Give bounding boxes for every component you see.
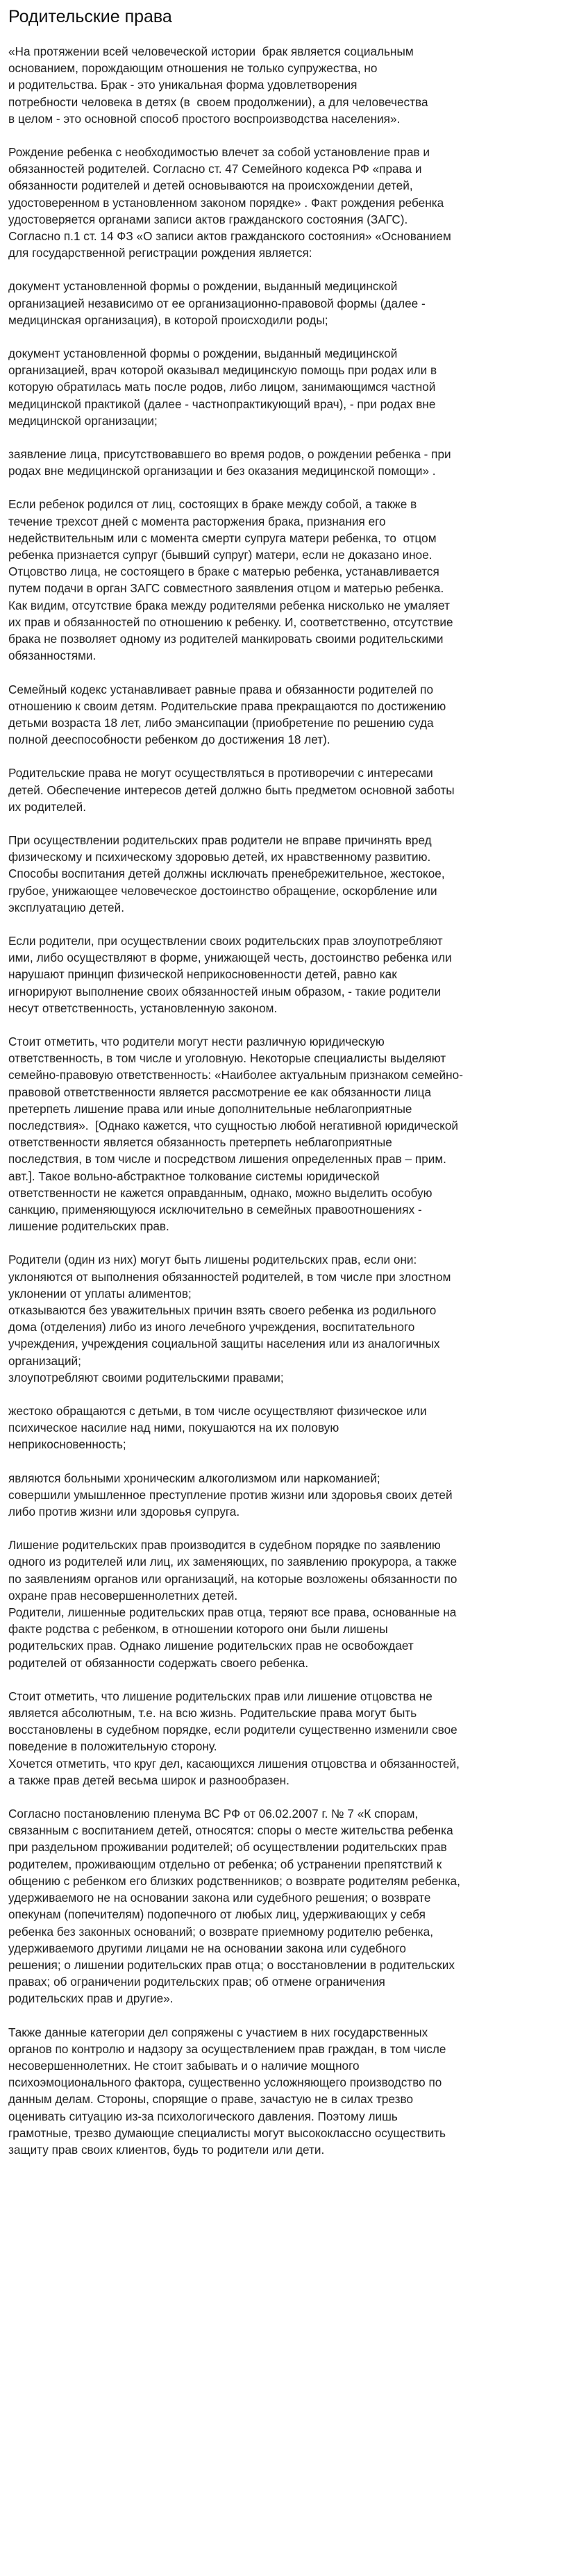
paragraph-line: Рождение ребенка с необходимостью влечет за собой установление прав и: [8, 145, 430, 160]
article-paragraph: [8, 1805, 580, 2007]
paragraph-line: являются больными хроническим алкоголизмом или наркоманией;: [8, 1471, 380, 1485]
paragraph-line: обязанностей родителей. Согласно ст. 47 Семейного кодекса РФ «права и: [8, 162, 422, 176]
paragraph-line: ответственности не кажется оправданным, однако, можно выделить особую: [8, 1185, 432, 1200]
paragraph-line: брака не позволяет одному из родителей манкировать своими родительскими: [8, 632, 444, 646]
paragraph-line: основанием, порождающим отношения не только супружества, но: [8, 61, 378, 76]
paragraph-line: Стоит отметить, что родители могут нести различную юридическую: [8, 1034, 385, 1048]
paragraph-line: путем подачи в орган ЗАГС совместного заявления отцом и матерью ребенка.: [8, 581, 444, 596]
paragraph-line: недействительным или с момента смерти супруга матери ребенка, то отцом: [8, 530, 437, 545]
paragraph-line: которую обратилась мать после родов, либо лицом, занимающимся частной: [8, 380, 436, 394]
article-paragraph: [8, 764, 580, 815]
paragraph-line: последствия, в том числе и посредством лишения определенных прав – прим.: [8, 1152, 446, 1166]
paragraph-line: восстановлены в судебном порядке, если родители существенно изменили свое: [8, 1723, 457, 1737]
paragraph-line: психоэмоционального фактора, существенно усложняющего производство по: [8, 2075, 442, 2090]
paragraph-line: правовой ответственности является рассмотрение ее как обязанности лица: [8, 1085, 432, 1099]
paragraph-line: поведение в положительную сторону.: [8, 1739, 217, 1754]
paragraph-line: эксплуатацию детей.: [8, 900, 124, 914]
paragraph-line: дома (отделения) либо из иного лечебного учреждения, воспитательного: [8, 1320, 415, 1335]
paragraph-line: родителем, проживающим отдельно от ребенка; об устранении препятствий к: [8, 1857, 442, 1871]
paragraph-line: Отцовство лица, не состоящего в браке с матерью ребенка, устанавливается: [8, 564, 439, 579]
paragraph-line: обязанностями.: [8, 649, 96, 663]
paragraph-line: оценивать ситуацию из-за психологического давления. Поэтому лишь: [8, 2109, 398, 2123]
paragraph-line: органов по контролю и надзору за осуществлением прав граждан, в том числе: [8, 2041, 446, 2056]
paragraph-line: удостоверенном в установленном законом порядке» . Факт рождения ребенка: [8, 195, 444, 210]
paragraph-line: Родители, лишенные родительских прав отца, теряют все права, основанные на: [8, 1605, 457, 1620]
article-paragraph: [8, 1251, 580, 1386]
paragraph-line: Согласно п.1 ст. 14 ФЗ «О записи актов гражданского состояния» «Основанием: [8, 229, 451, 244]
paragraph-line: родителей от обязанности содержать своего ребенка.: [8, 1655, 309, 1670]
paragraph-line: ребенка признается супруг (бывший супруг) матери, если не доказано иное.: [8, 548, 432, 562]
paragraph-line: нарушают принцип физической неприкосновенности детей, равно как: [8, 967, 397, 982]
paragraph-line: родительских прав. Однако лишение родительских прав не освобождает: [8, 1639, 414, 1653]
paragraph-line: При осуществлении родительских прав родители не вправе причинять вред: [8, 833, 432, 847]
paragraph-line: Способы воспитания детей должны исключать пренебрежительное, жестокое,: [8, 867, 445, 881]
paragraph-line: а также прав детей весьма широк и разнообразен.: [8, 1773, 289, 1787]
paragraph-line: несут ответственность, установленную законом.: [8, 1001, 278, 1015]
article-paragraph: [8, 2024, 580, 2159]
paragraph-line: игнорируют выполнение своих обязанностей иным образом, - такие родители: [8, 984, 442, 998]
paragraph-line: Если родители, при осуществлении своих родительских прав злоупотребляют: [8, 933, 443, 948]
paragraph-line: одного из родителей или лиц, их заменяющих, по заявлению прокурора, а также: [8, 1555, 457, 1569]
paragraph-line: и родительства. Брак - это уникальная форма удовлетворения: [8, 78, 358, 92]
paragraph-line: Также данные категории дел сопряжены с участием в них государственных: [8, 2025, 428, 2039]
paragraph-line: опекунам (попечителям) подопечного от любых лиц, удерживающих у себя: [8, 1907, 426, 1922]
article-body: [8, 43, 580, 2158]
paragraph-line: организацией, врач которой оказывал медицинскую помощь при родах или в: [8, 363, 437, 378]
article-paragraph: [8, 345, 580, 429]
paragraph-line: документ установленной формы о рождении, выданный медицинской: [8, 346, 398, 361]
page-title: Родительские права: [8, 7, 172, 26]
paragraph-line: Семейный кодекс устанавливает равные права и обязанности родителей по: [8, 682, 434, 696]
paragraph-line: Родительские права не могут осуществляться в противоречии с интересами: [8, 766, 433, 780]
paragraph-line: физическому и психическому здоровью детей, их нравственному развитию.: [8, 850, 431, 864]
paragraph-line: детьми возраста 18 лет, либо эмансипации (приобретение по решению суда: [8, 715, 434, 730]
article-paragraph: [8, 1688, 580, 1789]
paragraph-line: их прав и обязанностей по отношению к ребенку. И, соответственно, отсутствие: [8, 614, 453, 629]
paragraph-line: при раздельном проживании родителей; об осуществлении родительских прав: [8, 1840, 447, 1855]
paragraph-line: решения; о лишении родительских прав отца; о восстановлении в родительских: [8, 1957, 455, 1972]
paragraph-line: авт.]. Такое вольно-абстрактное толкование системы юридической: [8, 1169, 380, 1183]
paragraph-line: ответственность, в том числе и уголовную. Некоторые специалисты выделяют: [8, 1051, 446, 1066]
paragraph-line: злоупотребляют своими родительскими правами;: [8, 1370, 284, 1385]
paragraph-line: претерпеть лишение права или иные дополнительные неблагоприятные: [8, 1101, 412, 1116]
paragraph-line: удерживаемого другими лицами не на основании закона или судебного: [8, 1941, 406, 1955]
article-paragraph: [8, 43, 580, 127]
paragraph-line: родах вне медицинской организации и без оказания медицинской помощи» .: [8, 464, 436, 478]
paragraph-line: грубое, унижающее человеческое достоинство обращение, оскорбление или: [8, 883, 437, 898]
paragraph-line: несовершеннолетних. Не стоит забывать и о наличие мощного: [8, 2058, 360, 2073]
article-paragraph: [8, 144, 580, 261]
paragraph-line: совершили умышленное преступление против жизни или здоровья своих детей: [8, 1487, 453, 1502]
paragraph-line: жестоко обращаются с детьми, в том числе осуществляют физическое или: [8, 1404, 427, 1419]
paragraph-line: связанным с воспитанием детей, относятся: споры о месте жительства ребенка: [8, 1823, 453, 1838]
paragraph-line: защиту прав своих клиентов, будь то родители или дети.: [8, 2142, 325, 2157]
article-paragraph: [8, 1470, 580, 1521]
paragraph-line: организацией независимо от ее организационно-правовой формы (далее -: [8, 296, 426, 310]
paragraph-line: Лишение родительских прав производится в судебном порядке по заявлению: [8, 1538, 441, 1553]
paragraph-line: общению с ребенком его близких родственников; о возврате родителям ребенка,: [8, 1873, 460, 1888]
article-paragraph: [8, 1033, 580, 1235]
paragraph-line: психическое насилие над ними, покушаются на их половую: [8, 1421, 339, 1435]
paragraph-line: родительских прав и другие».: [8, 1991, 174, 2006]
paragraph-line: Согласно постановлению пленума ВС РФ от 06.02.2007 г. № 7 «К спорам,: [8, 1807, 419, 1821]
paragraph-line: Стоит отметить, что лишение родительских прав или лишение отцовства не: [8, 1689, 432, 1703]
paragraph-line: ребенка без законных оснований; о возврате приемному родителю ребенка,: [8, 1924, 433, 1939]
paragraph-line: санкцию, применяющуюся исключительно в семейных правоотношениях -: [8, 1202, 422, 1216]
paragraph-line: правах; об ограничении родительских прав; об отмене ограничения: [8, 1975, 385, 1989]
paragraph-line: в целом - это основной способ простого воспроизводства населения».: [8, 111, 401, 126]
paragraph-line: медицинской организации;: [8, 413, 158, 428]
paragraph-line: учреждения, учреждения социальной защиты населения или из аналогичных: [8, 1337, 440, 1351]
article-paragraph: [8, 496, 580, 664]
paragraph-line: охране прав несовершеннолетних детей.: [8, 1588, 238, 1603]
article-paragraph: [8, 932, 580, 1017]
paragraph-line: организаций;: [8, 1353, 81, 1368]
paragraph-line: «На протяжении всей человеческой истории брак является социальным: [8, 44, 414, 58]
paragraph-line: Родители (один из них) могут быть лишены родительских прав, если они:: [8, 1253, 417, 1267]
paragraph-line: их родителей.: [8, 799, 86, 814]
paragraph-line: Хочется отметить, что круг дел, касающихся лишения отцовства и обязанностей,: [8, 1756, 460, 1771]
paragraph-line: факте родства с ребенком, в отношении которого они были лишены: [8, 1622, 388, 1637]
paragraph-line: по заявлениям органов или организаций, на которые возложены обязанности по: [8, 1571, 457, 1586]
paragraph-line: удостоверяется органами записи актов гражданского состояния (ЗАГС).: [8, 212, 408, 226]
paragraph-line: для государственной регистрации рождения является:: [8, 246, 312, 260]
paragraph-line: лишение родительских прав.: [8, 1219, 169, 1234]
paragraph-line: отношению к своим детям. Родительские права прекращаются по достижению: [8, 699, 446, 713]
paragraph-line: данным делам. Стороны, спорящие о праве, зачастую не в силах трезво: [8, 2092, 414, 2107]
paragraph-line: неприкосновенность;: [8, 1437, 126, 1452]
paragraph-line: полной дееспособности ребенком до достижения 18 лет).: [8, 733, 330, 747]
paragraph-line: последствия». [Однако кажется, что сущностью любой негативной юридической: [8, 1118, 458, 1132]
paragraph-line: медицинской практикой (далее - частнопрактикующий врач), - при родах вне: [8, 396, 436, 411]
paragraph-line: детей. Обеспечение интересов детей должно быть предметом основной заботы: [8, 783, 455, 797]
paragraph-line: потребности человека в детях (в своем продолжении), а для человечества: [8, 94, 428, 109]
paragraph-line: ответственности является обязанность претерпеть неблагоприятные: [8, 1135, 392, 1150]
paragraph-line: грамотные, трезво думающие специалисты могут высококлассно осуществить: [8, 2125, 446, 2140]
article-paragraph: [8, 1403, 580, 1453]
paragraph-line: семейно-правовую ответственность: «Наиболее актуальным признаком семейно-: [8, 1068, 463, 1082]
paragraph-line: обязанности родителей и детей основываются на происхождении детей,: [8, 178, 413, 193]
article-paragraph: [8, 446, 580, 479]
paragraph-line: документ установленной формы о рождении, выданный медицинской: [8, 279, 398, 294]
paragraph-line: медицинская организация), в которой происходили роды;: [8, 312, 328, 327]
paragraph-line: уклонении от уплаты алиментов;: [8, 1286, 192, 1300]
paragraph-line: уклоняются от выполнения обязанностей родителей, в том числе при злостном: [8, 1269, 451, 1284]
paragraph-line: Если ребенок родился от лиц, состоящих в браке между собой, а также в: [8, 497, 417, 512]
article-paragraph: [8, 832, 580, 916]
paragraph-line: заявление лица, присутствовавшего во время родов, о рождении ребенка - при: [8, 447, 451, 462]
paragraph-line: удерживаемого не на основании закона или судебного решения; о возврате: [8, 1891, 431, 1905]
article-paragraph: [8, 1537, 580, 1671]
paragraph-line: отказываются без уважительных причин взять своего ребенка из родильного: [8, 1303, 437, 1317]
paragraph-line: либо против жизни или здоровья супруга.: [8, 1505, 240, 1519]
article-paragraph: [8, 681, 580, 748]
article-paragraph: [8, 278, 580, 328]
paragraph-line: ими, либо осуществляют в форме, унижающей честь, достоинство ребенка или: [8, 951, 452, 965]
paragraph-line: течение трехсот дней с момента расторжения брака, признания его: [8, 514, 386, 528]
paragraph-line: является абсолютным, т.е. на всю жизнь. Родительские права могут быть: [8, 1706, 417, 1721]
paragraph-line: Как видим, отсутствие брака между родителями ребенка нисколько не умаляет: [8, 598, 450, 612]
